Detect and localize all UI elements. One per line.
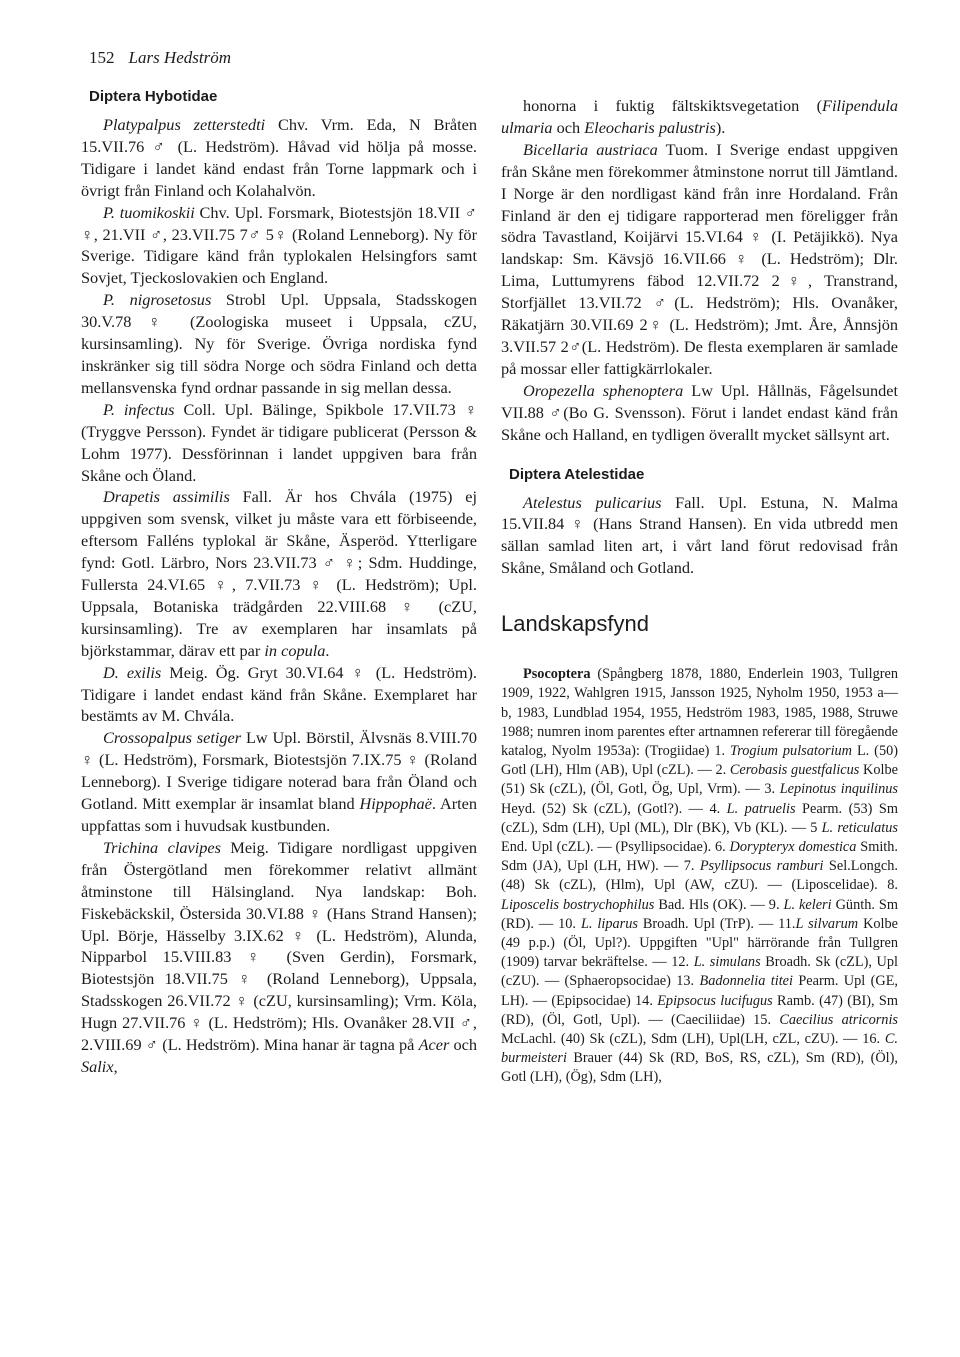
italic-text: Acer [418, 1035, 450, 1055]
italic-text: Caecilius atricornis [779, 1011, 898, 1028]
italic-text: Psyllipsocus ramburi [699, 858, 824, 875]
italic-text: Salix [81, 1056, 114, 1076]
running-head [89, 48, 231, 68]
italic-text: L. liparus [580, 915, 638, 932]
body-text: . Arten uppfattas som i huvudsak kustbunden. [81, 794, 478, 835]
body-text: Kolbe (51) Sk (cZL), (Öl, Gotl, Ög, Upl, Vrm). — 3. [501, 762, 898, 798]
italic-text: Liposcelis bostrychophilus [501, 896, 655, 913]
body-text: Broadh. Sk (cZL), Upl (cZU). — (Sphaeropsocidae) 13. [501, 954, 898, 990]
italic-text: Badonnelia titei [699, 973, 793, 990]
body-text: McLachl. (40) Sk (cZL), Sdm (LH), Upl(LH, cZL, cZU). — 16. [501, 1030, 885, 1047]
body-text: Meig. Ög. Gryt 30.VI.64 ♀ (L. Hedström). Tidigare i landet endast känd från Skåne. Exemplaret har bestämts av M. Chvála. [81, 662, 477, 726]
italic-text: C. burmeisteri [501, 1030, 898, 1067]
body-text: Pearm. (53) Sm (cZL), Sdm (LH), Upl (ML), Dlr (BK), Vb (KL). — 5 [501, 800, 898, 836]
italic-text: L. reticulatus [821, 819, 898, 836]
italic-text: P. tuomikoskii [103, 202, 195, 222]
body-text: Meig. Tidigare nordligast uppgiven från Östergötland men förekommer relativt allmänt åtminstone till Hälsingland. Nya landskap: Boh. Fiskebäckskil, Östersida 30.VI.88 ♀ (Hans Strand Hansen); Upl. Börje, Hässelby 3.IX.62 ♀ (L. Hedström), Alunda, Nipparbol 15.VIII.83 ♀ (Sven Gerdin), Forsmark, Biotestsjön 18.VII.75 ♀ (Roland Lenneborg), Uppsala, Stadsskogen 26.VII.72 ♀ (cZU, kursinsamling); Vrm. Köla, Hugn 27.VII.76 ♀ (L. Hedström); Hls. Ovanåker 28.VII ♂, 2.VIII.69 ♂ (L. Hedström). Mina hanar är tagna på [81, 837, 477, 1055]
italic-text: Lepinotus inquilinus [779, 781, 898, 798]
italic-text: Atelestus pulicarius [523, 492, 662, 512]
body-text: Tuom. I Sverige endast uppgiven från Skåne men förekommer åtminstone norrut till Jämtland. I Norge är den nordligast känd från inre Hordaland. Från Finland är den ej tidigare rapporterad men föreligger från södra Tavastland, Koijärvi 15.VI.64 ♀ (I. Petäjikkö). Nya landskap: Sm. Kävsjö 16.VII.66 ♀ (L. Hedström); Dlr. Lima, Luttumyrens fäbod 12.VII.72 2♀, Transtrand, Storfjället 13.VII.72 ♂(L. Hedström); Hls. Ovanåker, Räkatjärn 30.VII.69 2♀ (L. Hedström); Jmt. Åre, Ånnsjön 3.VII.57 2♂(L. Hedström). De flesta exemplaren är samlade på mossar eller fattigkärrlokaler. [501, 139, 898, 378]
body-text: Broadh. Upl (TrP). — 11. [637, 915, 796, 932]
body-text: Chv. Vrm. Eda, N Bråten 15.VII.76 ♂ (L. Hedström). Håvad vid hölja på mosse. Tidigare i landet känd endast från Torne lappmark och i övrigt från Finland och Kolahalvön. [81, 115, 478, 200]
body-text: Chv. Upl. Forsmark, Biotestsjön 18.VII ♂ ♀, 21.VII ♂, 23.VII.75 7♂ 5♀ (Roland Lenneborg). Ny för Sverige. Tidigare känd från typlokalen Helsingfors samt Sovjet, Tjeckoslovakien och England. [81, 202, 477, 288]
right-paragraphs-mid [501, 492, 898, 580]
italic-text: L silvarum [795, 915, 859, 932]
body-text: Lw Upl. Hållnäs, Fågelsundet VII.88 ♂(Bo G. Svensson). Förut i landet endast känd från Skåne och Halland, en tydligen överallt mycket sällsynt art. [501, 380, 899, 444]
paragraph [501, 139, 898, 380]
paragraph [81, 486, 477, 661]
italic-text: Hippophaë [359, 794, 432, 814]
page-number: 152 [89, 48, 115, 67]
paragraph [81, 114, 477, 202]
body-text: . [325, 640, 330, 660]
italic-text: Bicellaria austriaca [523, 139, 658, 159]
bold-text: Psocoptera [523, 666, 591, 683]
right-column [501, 95, 898, 1088]
italic-text: Filipendula ulmaria [501, 96, 898, 137]
body-text: Coll. Upl. Bälinge, Spikbole 17.VII.73 ♀ (Tryggve Persson). Fyndet är tidigare publicerat (Persson & Lohm 1977). Dessförinnan i landet uppgiven bara från Skåne och Öland. [81, 399, 477, 485]
paragraph [501, 380, 898, 446]
right-paragraphs-top [501, 95, 898, 446]
paragraph [501, 665, 898, 1087]
body-text: Sel.Longch. (48) Sk (cZL), (Hlm), Upl (AW, cZU). — (Liposcelidae). 8. [501, 858, 898, 894]
paragraph [81, 727, 477, 837]
italic-text: in copula [264, 640, 326, 660]
italic-text: Eleocharis palustris [584, 117, 716, 137]
body-text: Brauer (44) Sk (RD, BoS, RS, cZL), Sm (RD), (Öl), Gotl (LH), (Ög), Sdm (LH), [501, 1050, 898, 1086]
right-paragraphs-small [501, 665, 898, 1087]
italic-text: Dorypteryx domestica [729, 838, 857, 855]
italic-text: Epipsocus lucifugus [657, 992, 773, 1009]
italic-text: L. patruelis [726, 800, 796, 817]
paragraph [81, 662, 477, 728]
italic-text: L. simulans [693, 954, 761, 971]
left-paragraphs [81, 114, 477, 1078]
body-text: (Spångberg 1878, 1880, Enderlein 1903, Tullgren 1909, 1922, Wahlgren 1915, Jansson 1925, Nyholm 1950, 1953 a—b, 1983, Lundblad 1954, 1955, Hedström 1983, 1985, 1988, Struwe 1988; numren inom parentes efter artnamnen refererar till föregående katalog, Nyolm 1953a): (Trogiidae) 1. [501, 666, 898, 759]
paragraph [81, 399, 477, 487]
body-text: Heyd. (52) Sk (cZL), (Gotl?). — 4. [501, 800, 727, 817]
italic-text: D. exilis [103, 662, 162, 682]
author-name: Lars Hedström [128, 48, 231, 67]
body-text: honorna i fuktig fältskiktsvegetation ( [523, 96, 823, 115]
paragraph [81, 289, 477, 399]
section-heading-landskapsfynd: Landskapsfynd [501, 611, 649, 637]
paragraph [501, 492, 898, 580]
body-text: Pearm. Upl (GE, LH). — (Epipsocidae) 14. [501, 973, 898, 1009]
left-column [81, 88, 477, 1078]
italic-text: Drapetis assimilis [103, 487, 230, 507]
body-text: Strobl Upl. Uppsala, Stadsskogen 30.V.78 ♀ (Zoologiska museet i Uppsala, cZU, kursinsamling). Ny för Sverige. Övriga nordiska fynd inskränker sig till södra Norge och södra Finland och detta mellansvenska fynd ordnar passande in sig mellan dessa. [81, 290, 477, 397]
italic-text: Crossopalpus setiger [103, 728, 242, 748]
italic-text: L. keleri [783, 896, 832, 913]
paragraph [81, 837, 477, 1078]
body-text: och [449, 1035, 477, 1055]
body-text: End. Upl (cZL). — (Psyllipsocidae). 6. [501, 838, 730, 855]
body-text: ). [715, 117, 726, 137]
italic-text: Platypalpus zetterstedti [103, 115, 266, 134]
body-text: och [552, 117, 585, 137]
italic-text: Cerobasis guestfalicus [729, 762, 860, 779]
body-text: Günth. Sm (RD). — 10. [501, 896, 898, 932]
body-text: Kolbe (49 p.p.) (Öl, Upl?). Uppgiften "Upl" härrörande från Tullgren (1909) tarvar bekräftelse. — 12. [501, 915, 899, 971]
body-text: L. (50) Gotl (LH), Hlm (AB), Upl (cZL). — 2. [501, 742, 899, 779]
body-text: Fall. Upl. Estuna, N. Malma 15.VII.84 ♀ (Hans Strand Hansen). En vida utbredd men sällan samlad liten art, i vårt land förut redovisad från Skåne, Småland och Gotland. [501, 492, 898, 578]
body-text: Ramb. (47) (BI), Sm (RD), (Öl, Gotl, Upl). — (Caeciliidae) 15. [501, 992, 898, 1028]
paragraph [501, 95, 898, 139]
body-text: Bad. Hls (OK). — 9. [654, 896, 784, 913]
italic-text: P. nigrosetosus [103, 290, 212, 310]
italic-text: Trogium pulsatorium [730, 742, 853, 759]
italic-text: Trichina clavipes [103, 837, 221, 857]
body-text: , [113, 1056, 118, 1076]
italic-text: Oropezella sphenoptera [523, 380, 684, 400]
body-text: Lw Upl. Börstil, Älvsnäs 8.VIII.70 ♀ (L. Hedström), Forsmark, Biotestsjön 7.IX.75 ♀ (Roland Lenneborg). I Sverige tidigare noterad bara från Öland och Gotland. Mitt exemplar är insamlat bland [81, 728, 477, 814]
body-text: Fall. Är hos Chvála (1975) ej uppgiven som svensk, vilket ju måste vara ett förbiseende, eftersom Falléns typlokal är Skåne, Äsperöd. Ytterligare fynd: Gotl. Lärbro, Nors 23.VII.73 ♂ ♀; Sdm. Huddinge, Fullersta 24.VI.65 ♀, 7.VII.73 ♀ (L. Hedström); Upl. Uppsala, Botaniska trädgården 22.VIII.68 ♀ (cZU, kursinsamling). Tre av exemplaren har insamlats på björkstammar, därav ett par [81, 487, 477, 660]
section-heading-atelestidae: Diptera Atelestidae [509, 465, 645, 483]
section-heading-hybotidae: Diptera Hybotidae [89, 88, 218, 105]
paragraph [81, 202, 477, 290]
italic-text: P. infectus [103, 399, 175, 419]
body-text: Smith. Sdm (JA), Upl (LH, HW). — 7. [501, 838, 898, 875]
